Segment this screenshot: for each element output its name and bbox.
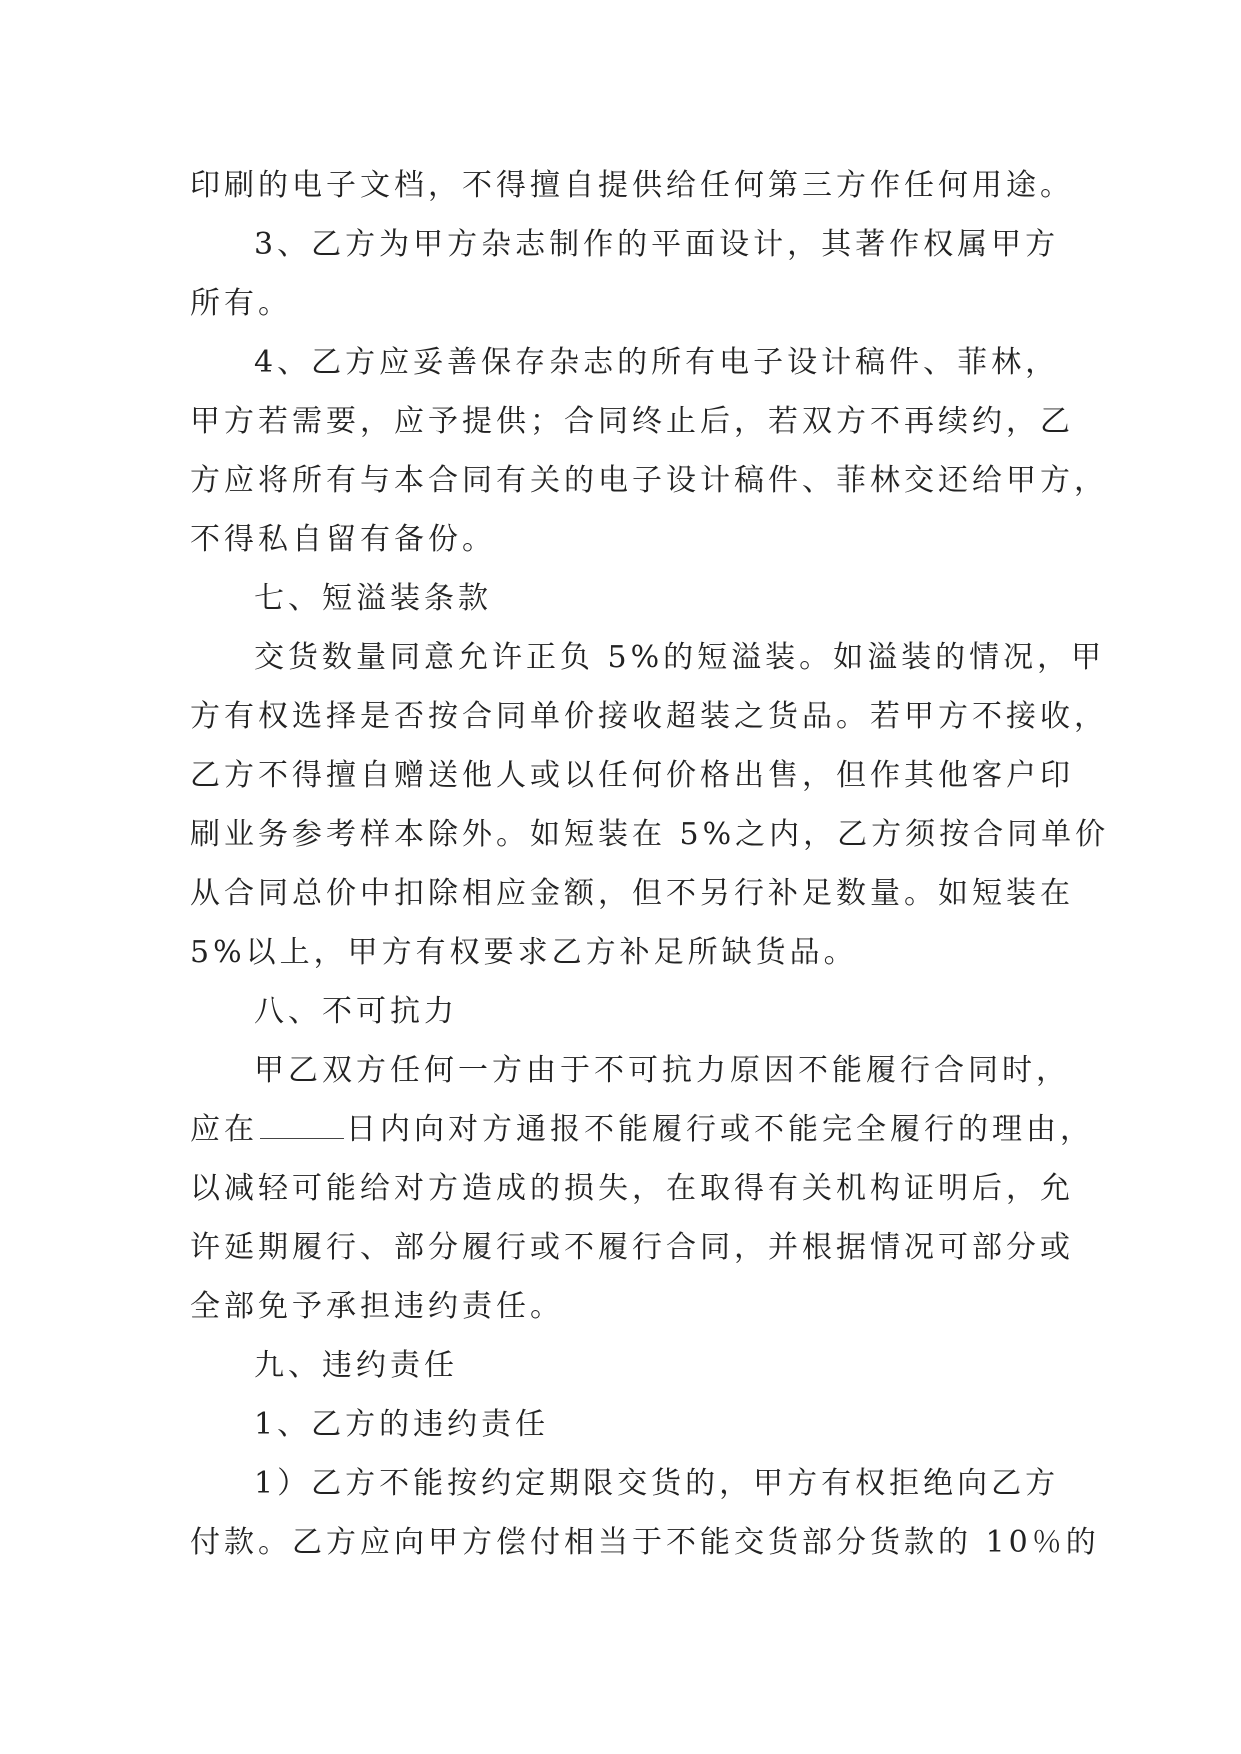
paragraph-line: 3、乙方为甲方杂志制作的平面设计，其著作权属甲方 [254, 227, 1060, 262]
section-heading: 七、短溢装条款 [254, 581, 492, 616]
text-fragment: 应在 [190, 1112, 258, 1147]
document-body [190, 156, 1110, 1572]
fill-in-blank [260, 1112, 344, 1139]
paragraph-line: 刷业务参考样本除外。如短装在 5%之内，乙方须按合同单价 [190, 817, 1110, 852]
paragraph-line: 许延期履行、部分履行或不履行合同，并根据情况可部分或 [190, 1230, 1074, 1265]
paragraph-line: 1）乙方不能按约定期限交货的，甲方有权拒绝向乙方 [254, 1466, 1060, 1501]
paragraph-line: 方应将所有与本合同有关的电子设计稿件、菲林交还给甲方， [190, 463, 1108, 498]
paragraph-line: 印刷的电子文档，不得擅自提供给任何第三方作任何用途。 [190, 168, 1074, 203]
paragraph-line [190, 1100, 1094, 1159]
subsection-heading: 1、乙方的违约责任 [254, 1407, 550, 1442]
paragraph-line: 乙方不得擅自赠送他人或以任何价格出售，但作其他客户印 [190, 758, 1074, 793]
paragraph-line: 所有。 [190, 286, 292, 321]
paragraph-line: 全部免予承担违约责任。 [190, 1289, 564, 1324]
paragraph-line: 甲方若需要，应予提供；合同终止后，若双方不再续约，乙 [190, 404, 1074, 439]
paragraph-line: 付款。乙方应向甲方偿付相当于不能交货部分货款的 10％的 [190, 1525, 1100, 1560]
paragraph-line: 方有权选择是否按合同单价接收超装之货品。若甲方不接收， [190, 699, 1108, 734]
paragraph-line: 甲乙双方任何一方由于不可抗力原因不能履行合同时， [254, 1053, 1070, 1088]
paragraph-line: 以减轻可能给对方造成的损失，在取得有关机构证明后，允 [190, 1171, 1074, 1206]
paragraph-line: 从合同总价中扣除相应金额，但不另行补足数量。如短装在 [190, 876, 1074, 911]
paragraph-line: 交货数量同意允许正负 5%的短溢装。如溢装的情况，甲 [254, 640, 1106, 675]
text-fragment: 日内向对方通报不能履行或不能完全履行的理由， [346, 1112, 1094, 1147]
section-heading: 八、不可抗力 [254, 994, 458, 1029]
paragraph-line: 4、乙方应妥善保存杂志的所有电子设计稿件、菲林， [254, 345, 1060, 380]
paragraph-line: 5%以上，甲方有权要求乙方补足所缺货品。 [190, 935, 858, 970]
section-heading: 九、违约责任 [254, 1348, 458, 1383]
paragraph-line: 不得私自留有备份。 [190, 522, 496, 557]
